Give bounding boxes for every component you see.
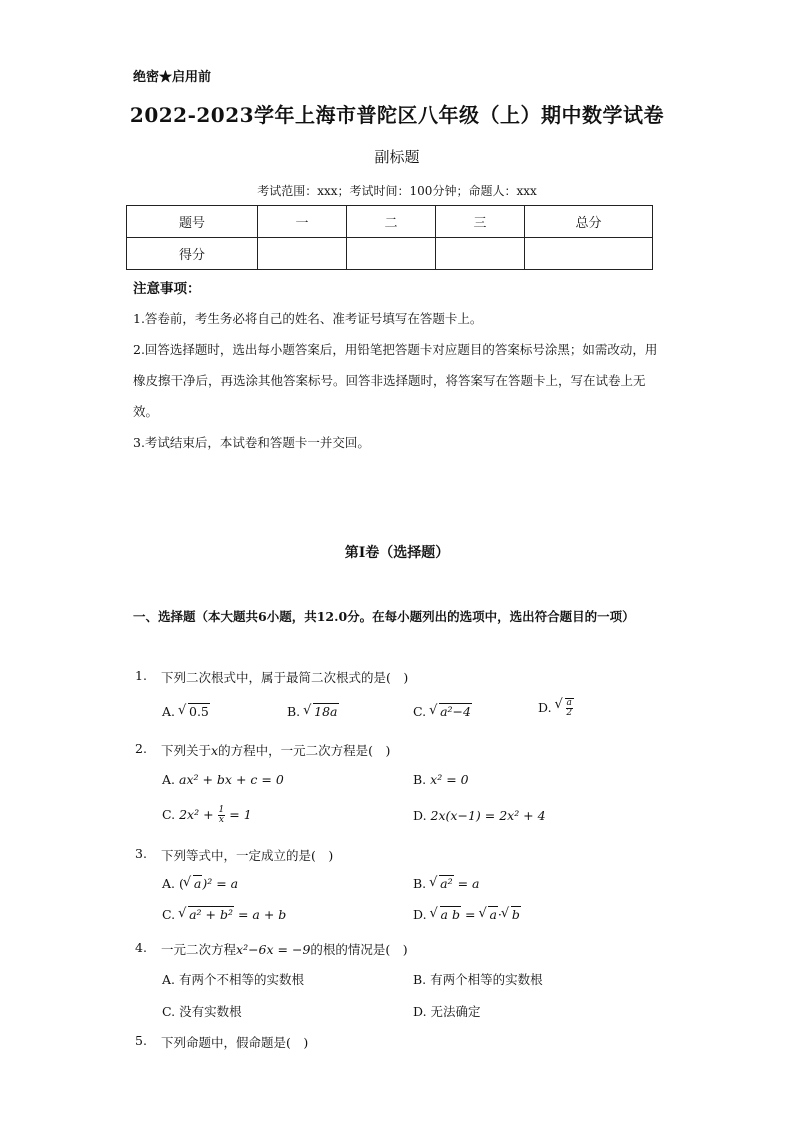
option-label: D. [538,700,552,715]
score-cell[interactable] [258,238,347,270]
question-1-number: 1. [135,668,147,683]
score-cell[interactable] [347,238,436,270]
option-label: B. [287,704,301,719]
notes-heading: 注意事项： [133,281,201,297]
q2-d-expr: 2x(x−1) = 2x² + 4 [430,808,546,823]
q4-stem-post: 的根的情况是( ) [310,942,408,957]
q3-c-post: = a + b [237,907,287,922]
q3-d-in: a b [440,907,460,922]
exam-subtitle: 副标题 [374,148,420,166]
question-2-number: 2. [135,741,147,756]
note-item-3: 3.考试结束后，本试卷和答题卡一并交回。 [133,435,370,450]
option-label: A. [162,772,176,787]
q3-option-a[interactable]: A. (√ a)² = a [162,876,238,891]
q2-c-pre: 2x² + [179,807,214,822]
q4-option-c[interactable]: C. 没有实数根 [162,1004,242,1019]
option-label: C. [413,704,427,719]
q2-option-d[interactable] [413,808,546,823]
q2-stem-post: 的方程中，一元二次方程是( ) [218,743,391,758]
q1-option-a[interactable] [162,704,210,719]
score-cell: 三 [436,206,525,238]
q2-option-a[interactable] [162,772,284,787]
q3-d-r2: b [511,907,520,922]
section-heading: 一、选择题（本大题共6小题，共12.0分。在每小题列出的选项中，选出符合题目的一项） [133,609,635,624]
q1-option-c[interactable] [413,704,472,719]
q3-d-mid: = [464,907,476,922]
q2-c-num: 1 [218,805,225,815]
q2-a-expr: ax² + bx + c = 0 [179,772,284,787]
q1-d-den: 2 [566,708,573,718]
q2-stem-var: x [211,743,219,758]
q2-option-b[interactable] [413,772,469,787]
question-3-number: 3. [135,846,147,861]
option-label: B. [413,772,427,787]
score-cell: 二 [347,206,436,238]
q2-b-expr: x² = 0 [430,772,469,787]
q1-c-expr: a²−4 [440,704,471,719]
score-cell: 一 [258,206,347,238]
option-label: B. [413,876,427,891]
score-cell[interactable] [525,238,653,270]
confidential-mark: 绝密★启用前 [133,70,212,85]
score-table-header-row [127,206,653,238]
q4-option-a[interactable]: A. 有两个不相等的实数根 [162,972,304,987]
q3-option-b[interactable] [413,876,480,891]
option-label: C. [162,907,176,922]
q3-d-r1: a [489,907,497,922]
part-title: 第I卷（选择题） [344,545,450,561]
option-label: A. [162,876,176,891]
question-5-stem: 下列命题中，假命题是( ) [161,1035,309,1050]
option-label: D. [413,907,427,922]
question-2-stem [161,741,390,759]
q4-stem-eq: x²−6x = −9 [236,942,311,957]
option-label: C. [162,807,176,822]
question-1-stem: 下列二次根式中，属于最简二次根式的是( ) [161,670,409,685]
q4-option-b[interactable]: B. 有两个相等的实数根 [413,972,543,987]
score-table-score-row [127,238,653,270]
q3-option-d[interactable] [413,907,521,922]
question-4-stem [161,940,408,958]
q4-stem-pre: 一元二次方程 [161,942,237,957]
score-cell: 得分 [127,238,258,270]
score-cell[interactable] [436,238,525,270]
q1-option-d[interactable] [538,698,574,718]
q1-d-num: √ a [566,698,572,708]
q1-a-expr: 0.5 [189,704,209,719]
score-cell: 题号 [127,206,258,238]
note-item-2: 2.回答选择题时，选出每小题答案后，用铅笔把答题卡对应题目的答案标号涂黑；如需改动，用橡皮擦干净后，再选涂其他答案标号。回答非选择题时，将答案写在答题卡上，写在试卷上无效。 [133,342,658,419]
score-cell: 总分 [525,206,653,238]
q3-a-in: a [193,876,202,891]
question-4-number: 4. [135,940,147,955]
option-label: D. [413,808,427,823]
q3-a-post: )² = a [202,876,239,891]
q3-d-dot: · [497,907,502,922]
q3-option-c[interactable] [162,907,286,922]
question-5-number: 5. [135,1033,147,1048]
q2-stem-pre: 下列关于 [161,743,212,758]
note-item-1: 1.答卷前，考生务必将自己的姓名、准考证号填写在答题卡上。 [133,311,483,326]
exam-info: 考试范围：xxx；考试时间：100分钟；命题人：xxx [257,184,537,198]
q2-option-c[interactable] [162,806,252,825]
q4-option-d[interactable]: D. 无法确定 [413,1004,481,1019]
score-table [126,205,653,270]
q3-b-post: = a [457,876,480,891]
q3-b-in: a² [440,876,453,891]
option-label: A. [162,704,176,719]
q2-c-den: x [218,815,224,825]
q2-c-post: = 1 [229,807,252,822]
question-3-stem: 下列等式中，一定成立的是( ) [161,848,334,863]
exam-title: 2022-2023学年上海市普陀区八年级（上）期中数学试卷 [129,103,665,127]
q1-b-expr: 18a [314,704,338,719]
q1-option-b[interactable] [287,704,339,719]
q3-c-in: a² + b² [189,907,233,922]
